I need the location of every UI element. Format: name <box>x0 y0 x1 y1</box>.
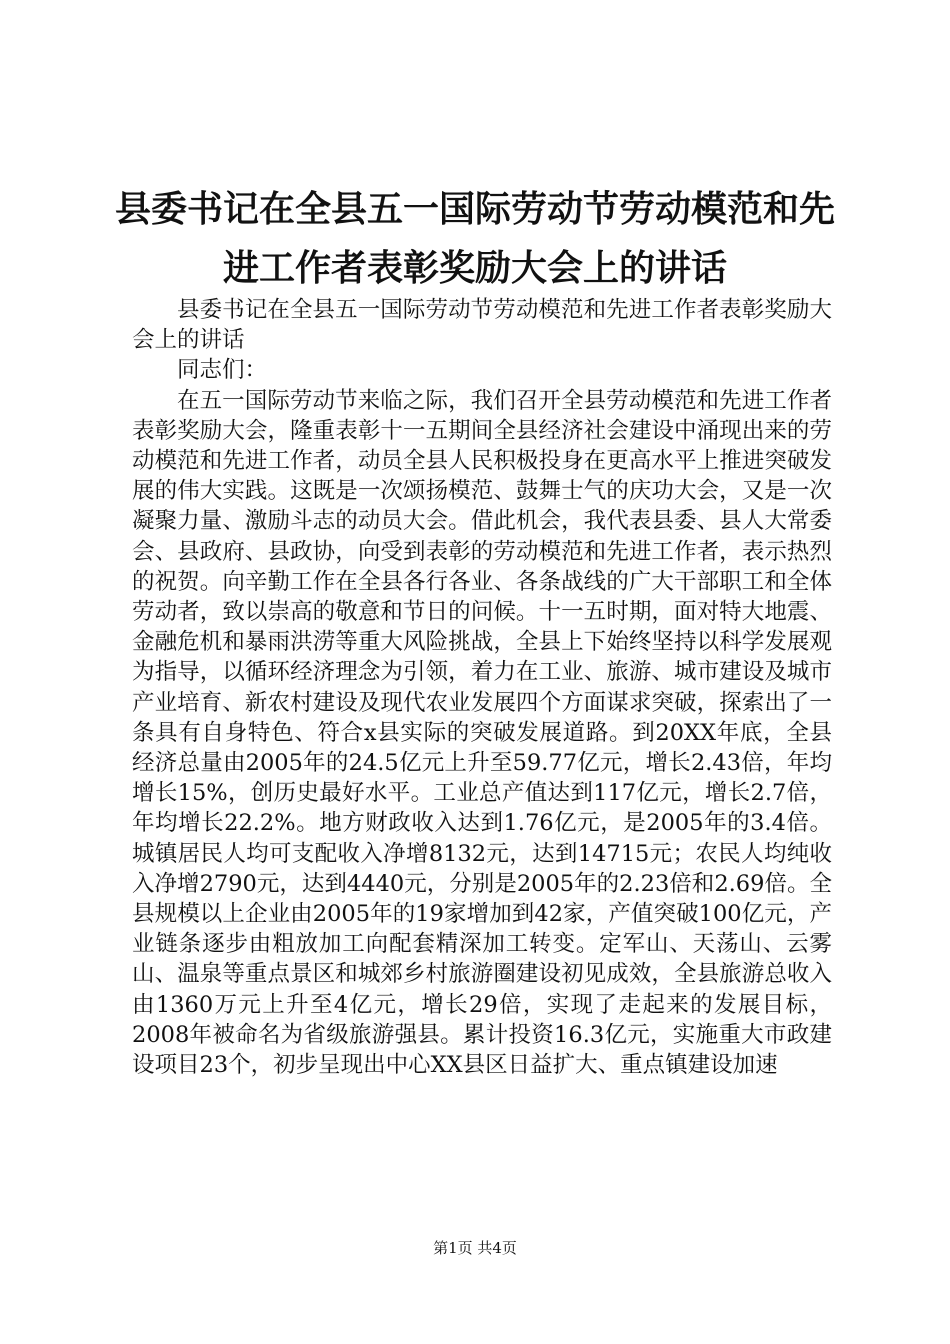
document-body <box>132 295 832 1080</box>
page-number-footer: 第1页 共4页 <box>433 1239 517 1257</box>
body-paragraph-title-repeat: 县委书记在全县五一国际劳动节劳动模范和先进工作者表彰奖励大会上的讲话 <box>132 297 832 354</box>
document-title: 县委书记在全县五一国际劳动节劳动模范和先进工作者表彰奖励大会上的讲话 <box>114 189 835 289</box>
body-paragraph-main: 在五一国际劳动节来临之际，我们召开全县劳动模范和先进工作者表彰奖励大会，隆重表彰十一五期间全县经济社会建设中涌现出来的劳动模范和先进工作者，动员全县人民积极投身在更高水平上推进突破发展的伟大实践。这既是一次颂扬模范、鼓舞士气的庆功大会，又是一次凝聚力量、激励斗志的动员大会。借此机会，我代表县委、县人大常委会、县政府、县政协，向受到表彰的劳动模范和先进工作者，表示热烈的祝贺。向辛勤工作在全县各行各业、各条战线的广大干部职工和全体劳动者，致以崇高的敬意和节日的问候。十一五时期，面对特大地震、金融危机和暴雨洪涝等重大风险挑战，全县上下始终坚持以科学发展观为指导，以循环经济理念为引领，着力在工业、旅游、城市建设及城市产业培育、新农村建设及现代农业发展四个方面谋求突破，探索出了一条具有自身特色、符合x县实际的突破发展道路。到20XX年底，全县经济总量由2005年的24.5亿元上升至59.77亿元，增长2.43倍，年均增长15%，创历史最好水平。工业总产值达到117亿元，增长2.7倍，年均增长22.2%。地方财政收入达到1.76亿元，是2005年的3.4倍。城镇居民人均可支配收入净增8132元，达到14715元；农民人均纯收入净增2790元，达到4440元，分别是2005年的2.23倍和2.69倍。全县规模以上企业由2005年的19家增加到42家，产值突破100亿元，产业链条逐步由粗放加工向配套精深加工转变。定军山、天荡山、云雾山、温泉等重点景区和城郊乡村旅游圈建设初见成效，全县旅游总收入由1360万元上升至4亿元，增长29倍，实现了走起来的发展目标，2008年被命名为省级旅游强县。累计投资16.3亿元，实施重大市政建设项目23个，初步呈现出中心XX县区日益扩大、重点镇建设加速 <box>132 387 832 1079</box>
body-paragraph-salutation: 同志们： <box>177 357 268 384</box>
